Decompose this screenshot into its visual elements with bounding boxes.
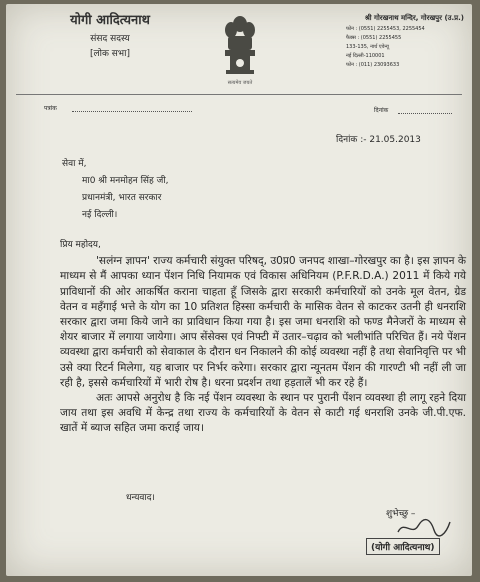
- contact-line: 133-135, नार्थ एवेन्यू: [346, 44, 389, 50]
- reference-label: पत्रांक: [44, 105, 57, 112]
- body-paragraph: 'सलंग्न ज्ञापन' राज्य कर्मचारी संयुक्त परिषद्, उ0प्र0 जनपद शाखा–गोरखपुर का है। इस ज्ञापन के माध्यम से मैं आपका ध्यान पेंशन निधि नियामक एवं विकास अधिनियम (P.F.R.D.A.) 2011 में किये गये प्राविधानों की ओर आकर्षित कराना चाहता हूँ जिसके द्वारा सरकारी कर्मचारियों को उनके मूल वेतन, ग्रेड वेतन व महँगाई भत्ते के योग का 10 प्रतिशत हिस्सा कर्मचारी के मासिक वेतन से काटकर उतनी ही धनराशि सरकार द्वारा जमा किये जाने का प्राविधान किया गया है। इस जमा धनराशि को फण्ड मैनेजरों के माध्यम से शेयर बाजार में लगाया जायेगा। आप सेंसेक्स एवं निफ्टी में उतार–चढ़ाव को भलीभांति परिचित हैं। नये पेंशन व्यवस्था द्वारा कर्मचारी को सेवाकाल के दौरान धन निकालने की कोई व्यवस्था नहीं है तथा सेवानिवृत्ति पर भी उसे क्या रिटर्न मिलेगा, यह बाजार पर निर्भर करेगा। सरकार द्वारा न्यूनतम पेंशन की गारण्टी भी नहीं ली जा रही है, इससे कर्मचारियों में भारी रोष है। धरना प्रदर्शन तथा हड़तालें भी कर रहे हैं।: [60, 255, 466, 389]
- sender-address: श्री गोरखनाथ मन्दिर, गोरखपुर (उ.प्र.): [364, 14, 464, 22]
- ashoka-emblem-icon: [220, 14, 260, 82]
- letterhead-divider: [16, 94, 462, 95]
- addressee-line: मा0 श्री मनमोहन सिंह जी,: [82, 176, 169, 186]
- reference-blank: [72, 111, 192, 112]
- letter-date: दिनांक :- 21.05.2013: [336, 135, 421, 145]
- date-blank: [398, 113, 452, 114]
- addressee-block: [62, 156, 169, 224]
- letter-sheet: [6, 4, 472, 576]
- body-paragraph: अतः आपसे अनुरोध है कि नई पेंशन व्यवस्था के स्थान पर पुरानी पेंशन व्यवस्था ही लागू रहने दिया जाय तथा इस अवधि में केन्द्र तथा राज्य के कर्मचारियों के वेतन से काटी गई धनराशि उनके जी.पी.एफ. खातें में ब्याज सहित जमा कराई जाय।: [60, 392, 466, 435]
- contact-line: फैक्स : (0551) 2255455: [346, 35, 402, 41]
- signature-stamp: (योगी आदित्यनाथ): [366, 538, 440, 555]
- sender-house: [लोक सभा]: [90, 49, 130, 59]
- contact-line: फोन : (011) 23093633: [346, 62, 400, 68]
- sender-name: योगी आदित्यनाथ: [70, 13, 150, 28]
- letterhead-sender: [20, 10, 200, 59]
- contact-line: नई दिल्ली-110001: [346, 53, 385, 59]
- closing-line: शुभेच्छु –: [386, 509, 416, 519]
- addressee-to: सेवा में,: [62, 159, 87, 169]
- sender-post: संसद सदस्य: [90, 34, 130, 44]
- date-label: दिनांक: [374, 107, 389, 114]
- salutation: प्रिय महोदय,: [60, 240, 101, 250]
- addressee-line: नई दिल्ली।: [82, 210, 118, 220]
- emblem-caption: सत्यमेव जयते: [227, 80, 253, 86]
- letter-body: [60, 238, 466, 437]
- contact-line: फोन : (0551) 2255453, 2255454: [346, 26, 425, 32]
- letterhead-contacts: [306, 14, 470, 70]
- addressee-line: प्रधानमंत्री, भारत सरकार: [82, 193, 162, 203]
- thanks-line: धन्यवाद।: [126, 493, 155, 503]
- signature-scribble: [394, 516, 454, 538]
